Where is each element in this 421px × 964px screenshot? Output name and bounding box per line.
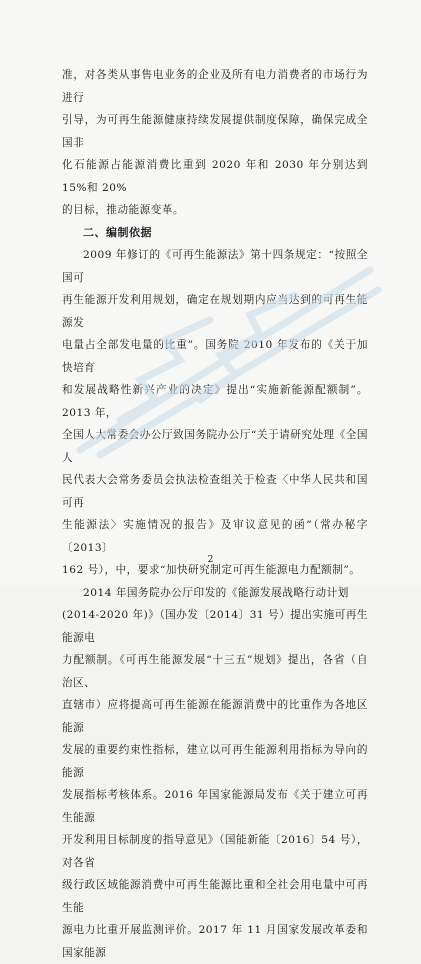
text-line: 2009 年修订的《可再生能源法》第十四条规定：“按照全国可: [62, 249, 368, 284]
text-line: 162 号），中，要求“加快研究制定可再生能源电力配额制”。: [62, 564, 361, 576]
text-line: 全国人大常委会办公厅致国务院办公厅“关于请研究处理《全国人: [62, 429, 368, 464]
text-line: (2014-2020 年)》（国办发〔2014〕31 号）提出实施可再生能源电: [62, 609, 368, 644]
text-line: 发展的重要约束性指标，建立以可再生能源利用指标为导向的能源: [62, 744, 368, 779]
text-line: 的目标，推动能源变革。: [62, 204, 185, 216]
section-heading: 二、编制依据: [83, 225, 152, 239]
body-text: [62, 64, 368, 964]
text-line: 级行政区域能源消费中可再生能源比重和全社会用电量中可再生能: [62, 879, 368, 914]
text-line: 2014 年国务院办公厅印发的《能源发展战略行动计划: [83, 586, 349, 599]
text-line: 和发展战略性新兴产业的决定》提出“实施新能源配额制”。2013 年，: [62, 384, 368, 419]
text-line: 化石能源占能源消费比重到 2020 年和 2030 年分别达到 15%和 20%: [62, 159, 368, 194]
text-line: 引导，为可再生能源健康持续发展提供制度保障，确保完成全国非: [62, 114, 368, 149]
text-line: 电量占全部发电量的比重”。国务院 2010 年发布的《关于加快培育: [62, 339, 368, 374]
text-line: 准，对各类从事售电业务的企业及所有电力消费者的市场行为进行: [62, 69, 368, 104]
text-line: 再生能源开发利用规划，确定在规划期内应当达到的可再生能源发: [62, 294, 368, 329]
page-number: 2: [207, 555, 214, 565]
text-line: 生能源法〉实施情况的报告》及审议意见的函”（常办秘字〔2013〕: [62, 519, 368, 554]
text-line: 民代表大会常务委员会执法检查组关于检查〈中华人民共和国可再: [62, 474, 368, 509]
text-line: 开发利用目标制度的指导意见》（国能新能〔2016〕54 号），对各省: [62, 834, 368, 869]
text-line: 力配额制。《可再生能源发展“十三五”规划》提出，各省（自治区、: [62, 654, 368, 689]
text-line: 发展指标考核体系。2016 年国家能源局发布《关于建立可再生能源: [62, 789, 368, 824]
text-line: 直辖市）应将提高可再生能源在能源消费中的比重作为各地区能源: [62, 699, 368, 734]
text-line: 源电力比重开展监测评价。2017 年 11 月国家发展改革委和国家能源: [62, 924, 368, 959]
